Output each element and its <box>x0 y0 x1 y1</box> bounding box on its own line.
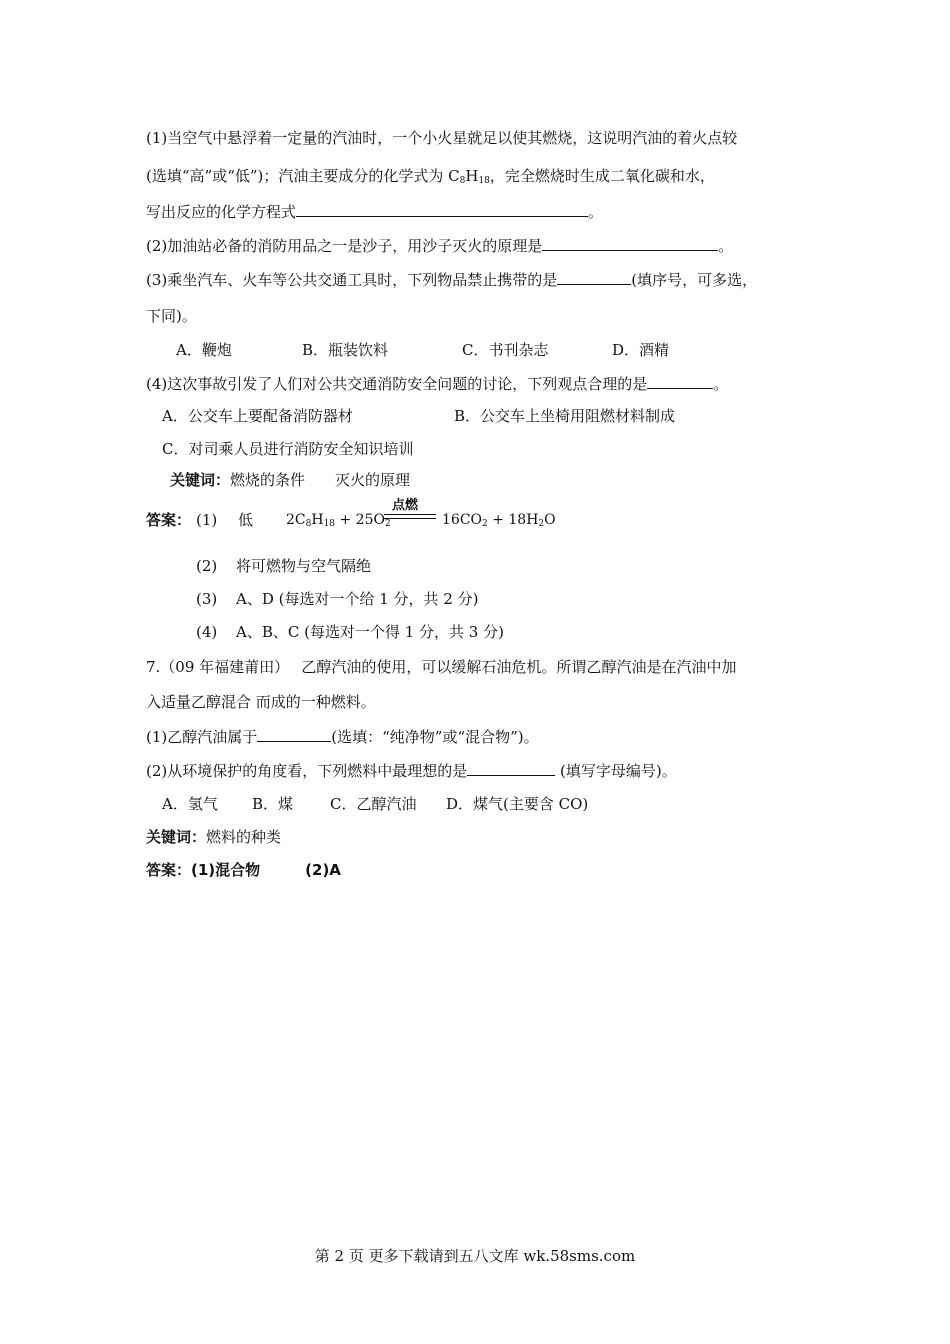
q7-p1-text: (1)乙醇汽油属于 <box>146 728 258 746</box>
eq-reactant-1: 2C <box>286 512 306 528</box>
q6-p4-option-c: C．对司乘人员进行消防安全知识培训 <box>162 440 414 458</box>
q7-p1-end: (选填：“纯净物”或“混合物”)。 <box>331 728 539 746</box>
equation-arrow-top-line <box>384 514 436 515</box>
q6-ans1-num: (1) <box>196 511 218 529</box>
equation-answer-blank[interactable] <box>296 202 588 217</box>
q7-answer: 答案：(1)混合物 (2)A <box>146 861 341 879</box>
page-footer: 第 2 页 更多下载请到五八文库 wk.58sms.com <box>314 1247 636 1265</box>
q6-p3-end: (填序号，可多选， <box>631 271 758 289</box>
q6-p3-option-c: C．书刊杂志 <box>462 341 549 359</box>
q6-p1-line2-a: (选填“高”或“低”)；汽油主要成分的化学式为 C <box>146 167 460 185</box>
viewpoint-answer-blank[interactable] <box>647 374 713 389</box>
q6-answer-line1 <box>146 510 191 530</box>
answer-label: 答案： <box>146 511 192 529</box>
q7-keywords <box>146 827 281 847</box>
q7-option-d: D．煤气(主要含 CO) <box>446 795 589 813</box>
q6-p3-line1 <box>146 270 757 290</box>
mixture-type-blank[interactable] <box>257 727 331 742</box>
chemical-equation-rhs <box>442 510 556 530</box>
q7-option-b: B．煤 <box>252 795 294 813</box>
q6-ans3-text: A、D (每选对一个给 1 分，共 2 分) <box>236 590 479 608</box>
q6-p1-line2 <box>146 166 715 186</box>
q6-p3-text: (3)乘坐汽车、火车等公共交通工具时，下列物品禁止携带的是 <box>146 271 558 289</box>
q7-line1: 7.（09 年福建莆田） 乙醇汽油的使用，可以缓解石油危机。所谓乙醇汽油是在汽油中加 <box>146 658 737 676</box>
subscript: 2 <box>538 519 545 529</box>
keywords-label: 关键词： <box>170 471 231 489</box>
subscript: 2 <box>384 519 391 529</box>
q6-p1-line1: (1)当空气中悬浮着一定量的汽油时，一个小火星就足以使其燃烧，这说明汽油的着火点较 <box>146 129 738 147</box>
q6-p3-option-a: A．鞭炮 <box>176 341 232 359</box>
q6-p3-option-d: D．酒精 <box>612 341 670 359</box>
q7-line2: 入适量乙醇混合 而成的一种燃料。 <box>146 693 376 711</box>
eq-product-2-end: O <box>544 512 556 528</box>
subscript: 8 <box>305 519 312 529</box>
q6-ans2-text: 将可燃物与空气隔绝 <box>236 557 372 575</box>
q6-p4-option-a: A．公交车上要配备消防器材 <box>162 407 353 425</box>
q6-p1-line2-b: ，完全燃烧时生成二氧化碳和水， <box>489 167 715 185</box>
keywords-text: 燃料的种类 <box>206 828 282 846</box>
eq-h: H <box>311 512 324 528</box>
q6-p4-end: 。 <box>713 375 729 393</box>
q6-ans4-text: A、B、C (每选对一个得 1 分，共 3 分) <box>236 623 504 641</box>
q6-p3-line2: 下同)。 <box>146 307 197 325</box>
formula-h: H <box>465 167 479 185</box>
q6-ans3-num: (3) <box>196 590 218 608</box>
q6-p2-text: (2)加油站必备的消防用品之一是沙子，用沙子灭火的原理是 <box>146 237 543 255</box>
q6-p4-text: (4)这次事故引发了人们对公共交通消防安全问题的讨论，下列观点合理的是 <box>146 375 648 393</box>
q6-ans4-num: (4) <box>196 623 218 641</box>
subscript: 18 <box>478 176 490 186</box>
prohibited-items-blank[interactable] <box>557 270 631 285</box>
q7-option-a: A．氢气 <box>162 795 218 813</box>
q6-p1-line3-text: 写出反应的化学方程式 <box>146 203 297 221</box>
q6-p1-line3 <box>146 202 603 222</box>
q6-p4-option-b: B．公交车上坐椅用阻燃材料制成 <box>454 407 676 425</box>
eq-product-2: + 18H <box>487 512 539 528</box>
chemical-equation-lhs <box>286 510 391 530</box>
equation-arrow-bottom-line <box>384 518 436 519</box>
q7-option-c: C．乙醇汽油 <box>330 795 417 813</box>
eq-reactant-2: + 25O <box>335 512 385 528</box>
q6-p4 <box>146 374 728 394</box>
q6-p2 <box>146 236 733 256</box>
subscript: 18 <box>323 519 336 529</box>
principle-answer-blank[interactable] <box>542 236 718 251</box>
q6-ans2-num: (2) <box>196 557 218 575</box>
q6-keywords <box>170 470 410 490</box>
q6-p1-line3-end: 。 <box>588 203 604 221</box>
q7-p2-end: (填写字母编号)。 <box>555 762 677 780</box>
keywords-text: 燃烧的条件 灭火的原理 <box>230 471 411 489</box>
ideal-fuel-blank[interactable] <box>467 761 555 776</box>
q6-p2-end: 。 <box>718 237 734 255</box>
q7-p2-text: (2)从环境保护的角度看，下列燃料中最理想的是 <box>146 762 468 780</box>
eq-product-1: 16CO <box>442 512 483 528</box>
q7-p2 <box>146 761 677 781</box>
keywords-label: 关键词： <box>146 828 207 846</box>
q6-ans1-text: 低 <box>238 511 254 529</box>
q6-p3-option-b: B．瓶装饮料 <box>302 341 389 359</box>
reaction-condition: 点燃 <box>392 498 419 513</box>
subscript: 8 <box>459 176 466 186</box>
q7-p1 <box>146 727 539 747</box>
subscript: 2 <box>482 519 488 529</box>
